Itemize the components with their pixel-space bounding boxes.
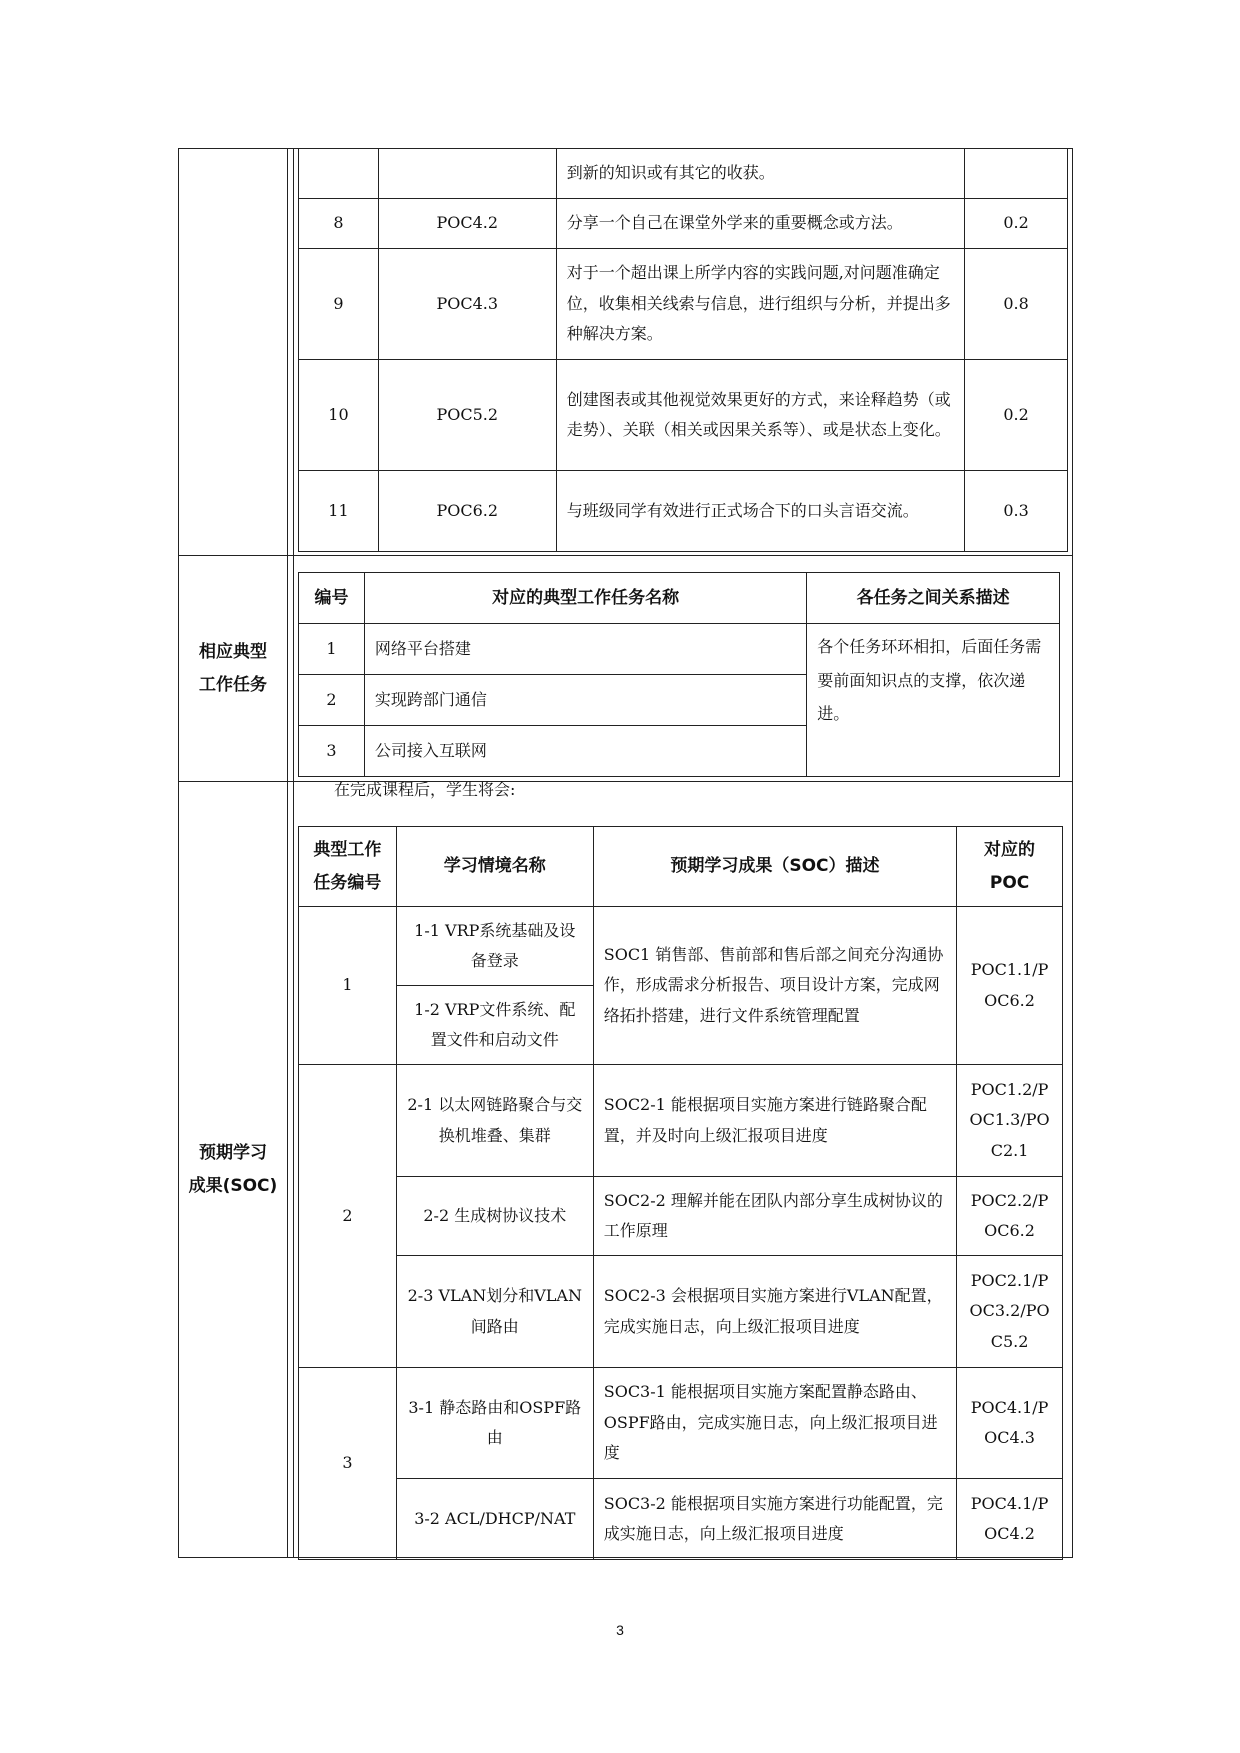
row-code: POC6.2	[378, 471, 556, 552]
task-name: 网络平台搭建	[364, 624, 806, 675]
row-desc: 分享一个自己在课堂外学来的重要概念或方法。	[556, 199, 964, 249]
row-weight: 0.2	[965, 360, 1068, 471]
task-number: 1	[299, 907, 397, 1065]
table-row	[299, 624, 1060, 675]
header-relation: 各任务之间关系描述	[807, 573, 1060, 624]
section1-label-cell	[179, 149, 288, 556]
poc-ref: POC1.1/POC6.2	[957, 907, 1063, 1065]
context-name: 3-2 ACL/DHCP/NAT	[396, 1479, 593, 1560]
row-code: POC5.2	[378, 360, 556, 471]
soc-desc: SOC2-2 理解并能在团队内部分享生成树协议的工作原理	[593, 1177, 956, 1256]
task-number: 2	[299, 1065, 397, 1368]
task-name: 实现跨部门通信	[364, 675, 806, 726]
row-num: 11	[299, 471, 379, 552]
task-number: 3	[299, 1368, 397, 1560]
table-row	[299, 199, 1068, 249]
poc-ref: POC4.1/POC4.2	[957, 1479, 1063, 1560]
table-row	[299, 907, 1063, 986]
section3-label: 预期学习 成果(SOC)	[179, 782, 288, 1558]
row-weight	[965, 149, 1068, 199]
table-row	[299, 1065, 1063, 1177]
soc-desc: SOC3-2 能根据项目实施方案进行功能配置，完成实施日志，向上级汇报项目进度	[593, 1479, 956, 1560]
header-task-number: 典型工作任务编号	[299, 827, 397, 907]
section2-label: 相应典型 工作任务	[179, 556, 288, 782]
row-desc: 对于一个超出课上所学内容的实践问题,对问题准确定位，收集相关线索与信息，进行组织与分析，并提出多种解决方案。	[556, 249, 964, 360]
soc-desc: SOC3-1 能根据项目实施方案配置静态路由、OSPF路由，完成实施日志，向上级汇报项目进度	[593, 1368, 956, 1479]
header-num: 编号	[299, 573, 365, 624]
table-row	[299, 471, 1068, 552]
row-num: 10	[299, 360, 379, 471]
row-num: 8	[299, 199, 379, 249]
soc-desc: SOC1 销售部、售前部和售后部之间充分沟通协作，形成需求分析报告、项目设计方案，完成网络拓扑搭建，进行文件系统管理配置	[593, 907, 956, 1065]
row-desc: 到新的知识或有其它的收获。	[556, 149, 964, 199]
task-num: 2	[299, 675, 365, 726]
context-name: 2-3 VLAN划分和VLAN间路由	[396, 1256, 593, 1368]
context-name: 2-2 生成树协议技术	[396, 1177, 593, 1256]
context-name: 3-1 静态路由和OSPF路由	[396, 1368, 593, 1479]
soc-desc: SOC2-3 会根据项目实施方案进行VLAN配置，完成实施日志，向上级汇报项目进度	[593, 1256, 956, 1368]
table-row	[299, 149, 1068, 199]
table-row	[299, 1177, 1063, 1256]
task-num: 3	[299, 726, 365, 777]
table-row	[299, 1479, 1063, 1560]
context-name: 1-2 VRP文件系统、配置文件和启动文件	[396, 986, 593, 1065]
soc-table	[298, 826, 1063, 1560]
task-name: 公司接入互联网	[364, 726, 806, 777]
inner-border-line	[293, 148, 294, 1557]
task-relation: 各个任务环环相扣，后面任务需要前面知识点的支撑，依次递进。	[807, 624, 1060, 777]
row-desc: 与班级同学有效进行正式场合下的口头言语交流。	[556, 471, 964, 552]
row-weight: 0.3	[965, 471, 1068, 552]
soc-desc: SOC2-1 能根据项目实施方案进行链路聚合配置，并及时向上级汇报项目进度	[593, 1065, 956, 1177]
context-name: 1-1 VRP系统基础及设备登录	[396, 907, 593, 986]
row-weight: 0.2	[965, 199, 1068, 249]
row-weight: 0.8	[965, 249, 1068, 360]
row-code	[378, 149, 556, 199]
context-name: 2-1 以太网链路聚合与交换机堆叠、集群	[396, 1065, 593, 1177]
row-num	[299, 149, 379, 199]
table-row	[299, 249, 1068, 360]
header-context: 学习情境名称	[396, 827, 593, 907]
page-number: 3	[616, 1622, 624, 1638]
row-num: 9	[299, 249, 379, 360]
poc-ref: POC2.2/POC6.2	[957, 1177, 1063, 1256]
work-task-table	[298, 572, 1060, 777]
poc-ref: POC4.1/POC4.3	[957, 1368, 1063, 1479]
header-task-name: 对应的典型工作任务名称	[364, 573, 806, 624]
soc-intro: 在完成课程后，学生将会:	[334, 780, 516, 799]
row-desc: 创建图表或其他视觉效果更好的方式，来诠释趋势（或走势）、关联（相关或因果关系等）、或是状态上变化。	[556, 360, 964, 471]
header-soc: 预期学习成果（SOC）描述	[593, 827, 956, 907]
poc-weight-table	[298, 148, 1068, 552]
table-row	[299, 360, 1068, 471]
header-poc: 对应的 POC	[957, 827, 1063, 907]
row-code: POC4.2	[378, 199, 556, 249]
poc-ref: POC2.1/POC3.2/POC5.2	[957, 1256, 1063, 1368]
table-row	[299, 1368, 1063, 1479]
poc-ref: POC1.2/POC1.3/POC2.1	[957, 1065, 1063, 1177]
row-code: POC4.3	[378, 249, 556, 360]
task-num: 1	[299, 624, 365, 675]
table-row	[299, 1256, 1063, 1368]
